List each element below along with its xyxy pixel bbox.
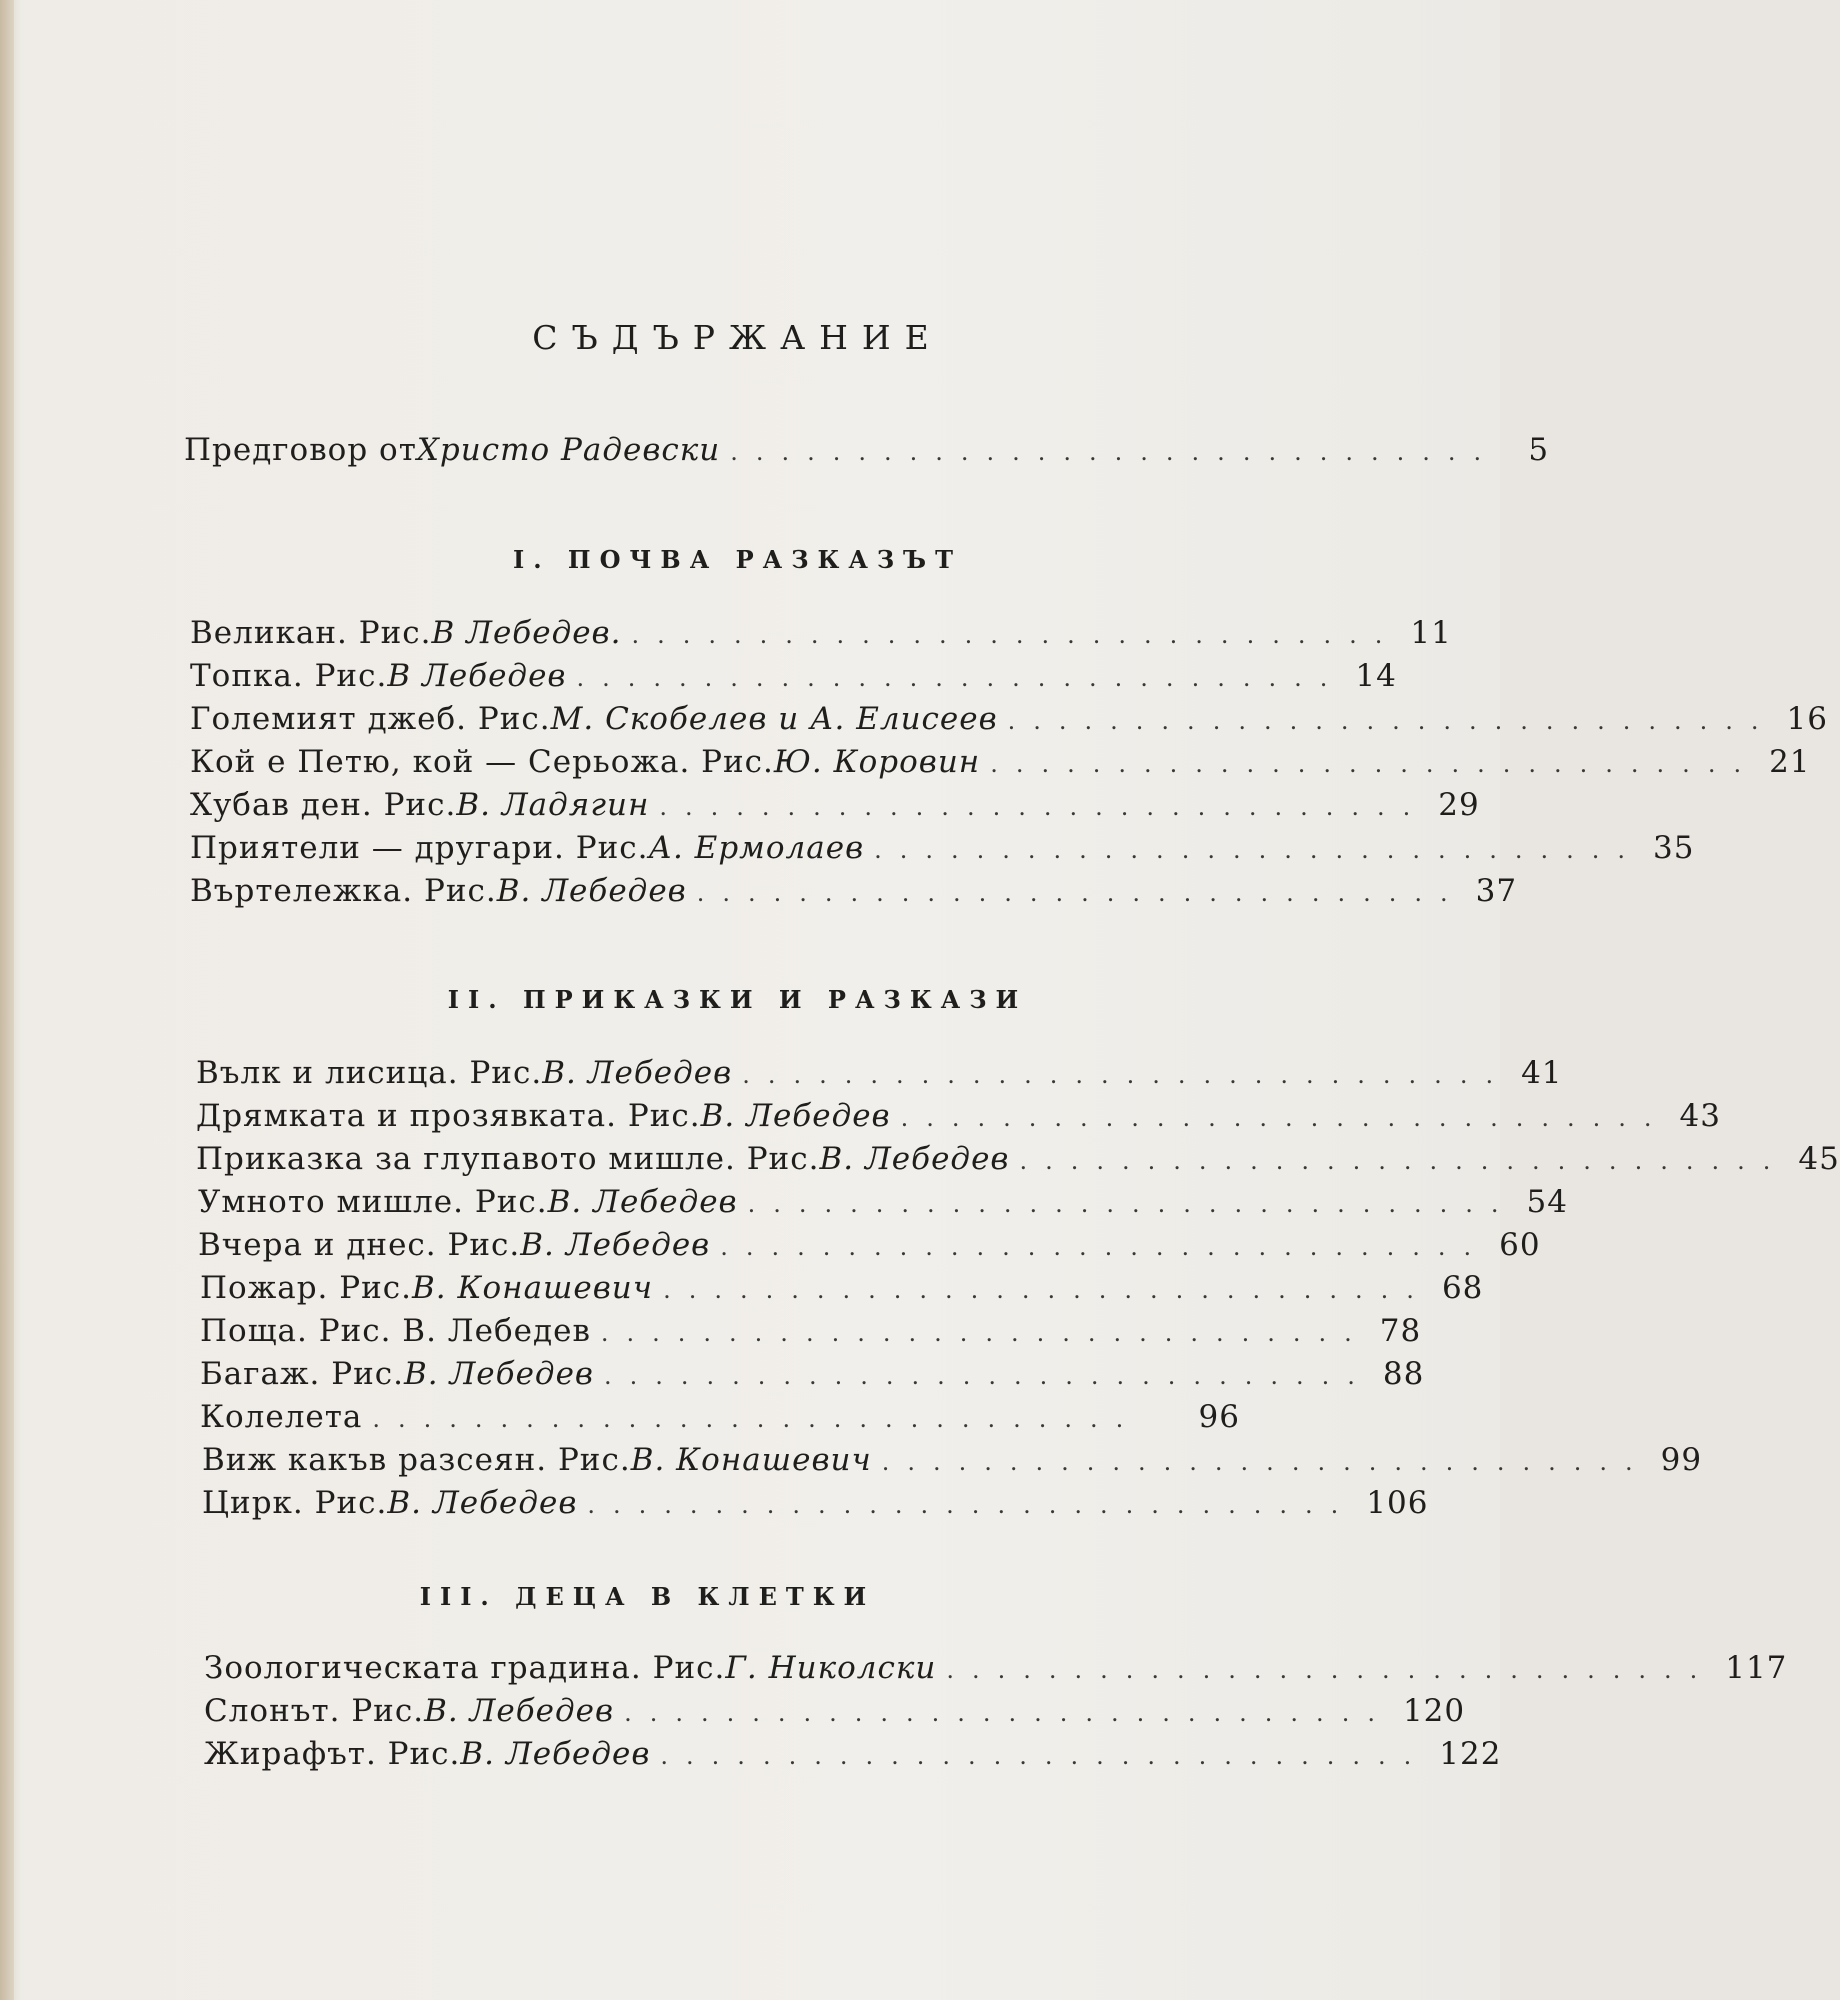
dot-leader: .............................. [603,1362,1373,1390]
toc-entry [202,1442,1703,1486]
entry-page-number: 54 [1526,1184,1568,1220]
entry-page-number: 35 [1653,830,1695,866]
entry-page-number: 11 [1410,615,1452,651]
entry-page-number: 78 [1379,1313,1422,1349]
entry-artist: Ю. Коровин [773,744,981,780]
entry-page-number: 60 [1499,1227,1541,1263]
toc-entry [190,615,1452,659]
entry-page-number: 45 [1798,1141,1840,1177]
entry-text: Багаж. Рис. [200,1356,404,1392]
entry-text: Дрямката и прозявката. Рис. [196,1098,701,1134]
entry-page-number: 120 [1402,1693,1466,1729]
toc-entry [200,1313,1422,1357]
toc-entry [196,1055,1563,1099]
entry-text: Въртележка. Рис. [190,873,497,909]
entry-artist: В. Лебедев [547,1184,738,1220]
section-heading-1: I. ПОЧВА РАЗКАЗЪТ [512,545,962,574]
toc-entry [204,1736,1502,1780]
entry-text: Цирк. Рис. [202,1485,388,1521]
toc-entry [190,744,1811,788]
dot-leader: .............................. [576,664,1346,692]
dot-leader: .............................. [946,1656,1716,1684]
entry-text: Слонът. Рис. [204,1693,425,1729]
toc-entry-preface [184,432,1550,476]
entry-page-number: 5 [1528,432,1550,468]
entry-text: Вълк и лисица. Рис. [196,1055,543,1091]
entry-artist: В Лебедев [387,658,567,694]
entry-text: Вчера и днес. Рис. [198,1227,521,1263]
dot-leader: .............................. [696,879,1466,907]
page-title: СЪДЪРЖАНИЕ [532,318,943,357]
entry-artist: В. Лебедев [819,1141,1010,1177]
entry-text: Големият джеб. Рис. [190,701,551,737]
dot-leader: .............................. [600,1319,1370,1347]
entry-text: Пожар. Рис. [200,1270,412,1306]
toc-entry [190,830,1695,874]
dot-leader: .............................. [720,1233,1490,1261]
entry-page-number: 14 [1355,658,1397,694]
dot-leader: .............................. [742,1061,1512,1089]
entry-artist: В. Лебедев [542,1055,733,1091]
entry-artist: В. Конашевич [630,1442,872,1478]
toc-entry [196,1098,1721,1142]
entry-artist: В. Лебедев [460,1736,651,1772]
entry-artist: В. Лебедев [700,1098,891,1134]
dot-leader: .............................. [874,836,1644,864]
entry-text: Умното мишле. Рис. [198,1184,548,1220]
entry-page-number: 21 [1769,744,1811,780]
dot-leader: .............................. [730,438,1500,466]
dot-leader: .............................. [624,1699,1393,1727]
dot-leader: .............................. [990,750,1760,778]
entry-page-number: 99 [1660,1442,1703,1478]
toc-entry [198,1184,1568,1228]
dot-leader: .............................. [659,793,1429,821]
toc-entry [196,1141,1840,1185]
section-heading-2: II. ПРИКАЗКИ И РАЗКАЗИ [447,985,1028,1014]
entry-page-number: 16 [1786,701,1828,737]
entry-page-number: 106 [1366,1485,1429,1521]
entry-page-number: 41 [1521,1055,1563,1091]
entry-artist: В. Лебедев [403,1356,594,1392]
toc-entry [190,787,1480,831]
entry-text: Приказка за глупавото мишле. Рис. [196,1141,820,1177]
entry-page-number: 96 [1198,1399,1240,1435]
entry-text: Кой е Петю, кой — Серьожа. Рис. [190,744,774,780]
dot-leader: .............................. [1007,707,1777,735]
entry-artist: В. Ладягин [456,787,650,823]
toc-entry [198,1227,1541,1271]
entry-text: Топка. Рис. [190,658,388,694]
section-heading-3: III. ДЕЦА В КЛЕТКИ [419,1582,876,1611]
dot-leader: .............................. [631,621,1401,649]
entry-artist: М. Скобелев и А. Елисеев [550,701,998,737]
entry-text: Виж какъв разсеян. Рис. [202,1442,631,1478]
dot-leader: .............................. [663,1276,1432,1304]
entry-artist: Г. Николски [725,1650,937,1686]
entry-artist: В. Конашевич [412,1270,654,1306]
entry-text: Поща. Рис. В. Лебедев [200,1313,591,1349]
dot-leader: .............................. [881,1448,1651,1476]
entry-artist: В. Лебедев [520,1227,711,1263]
entry-text: Предговор от [184,432,417,468]
dot-leader: .............................. [660,1742,1430,1770]
toc-entry [202,1485,1429,1529]
toc-entry [200,1399,1240,1443]
toc-entry [190,658,1397,702]
entry-page-number: 122 [1439,1736,1502,1772]
entry-text: Хубав ден. Рис. [190,787,457,823]
entry-artist: В. Лебедев [496,873,687,909]
dot-leader: .............................. [587,1491,1357,1519]
dot-leader: .............................. [1019,1147,1789,1175]
entry-artist: В. Лебедев [387,1485,578,1521]
entry-text: Зоологическата градина. Рис. [204,1650,726,1686]
entry-page-number: 117 [1725,1650,1788,1686]
entry-page-number: 43 [1679,1098,1721,1134]
toc-entry [204,1650,1788,1694]
toc-entry [204,1693,1466,1737]
toc-entry [190,873,1518,917]
entry-text: Колелета [200,1399,363,1435]
entry-text: Приятели — другари. Рис. [190,830,649,866]
entry-text: Великан. Рис. [190,615,432,651]
dot-leader: .............................. [747,1190,1517,1218]
toc-entry [190,701,1828,745]
entry-artist: В. Лебедев [424,1693,615,1729]
entry-artist: Христо Радевски [416,432,721,468]
entry-text: Жирафът. Рис. [204,1736,461,1772]
entry-artist: А. Ермолаев [648,830,865,866]
entry-artist: В Лебедев. [431,615,622,651]
dot-leader: .............................. [372,1405,1142,1433]
entry-page-number: 68 [1441,1270,1484,1306]
dot-leader: .............................. [900,1104,1670,1132]
entry-page-number: 29 [1438,787,1480,823]
entry-page-number: 88 [1382,1356,1425,1392]
entry-page-number: 37 [1475,873,1518,909]
toc-entry [200,1270,1484,1314]
toc-entry [200,1356,1425,1400]
